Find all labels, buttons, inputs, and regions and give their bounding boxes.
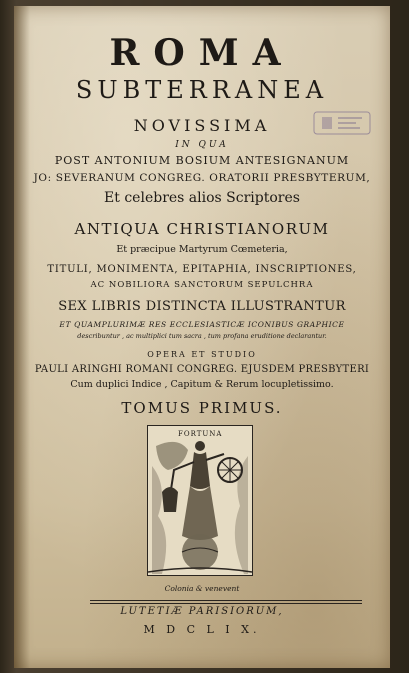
- subtitle-antiqua: ANTIQUA CHRISTIANORUM: [74, 220, 330, 238]
- title-page: [14, 6, 390, 668]
- fortuna-engraving-icon: [147, 425, 253, 576]
- title-roma: ROMA: [109, 32, 295, 74]
- subtitle-opera: OPERA ET STUDIO: [147, 350, 257, 359]
- subtitle-tituli: TITULI, MONIMENTA, EPITAPHIA, INSCRIPTIONES,: [47, 264, 357, 275]
- title-novissima: NOVISSIMA: [133, 116, 271, 135]
- subtitle-jo: JO: SEVERANUM CONGREG. ORATORII PRESBYTERUM,: [33, 172, 371, 184]
- index-line: Cum duplici Indice , Capitum & Rerum locupletissimo.: [70, 379, 334, 390]
- subtitle-describuntur: describuntur , ac multiplici tum sacra , tum profana eruditione declarantur.: [77, 332, 327, 340]
- imprint-year: M D C L I X.: [143, 623, 261, 636]
- subtitle-in-qua: IN QUA: [175, 140, 229, 150]
- engraving-label: FORTUNA: [178, 430, 223, 438]
- library-stamp-icon: [312, 108, 372, 138]
- imprint-colonia: Colonia & venevent: [164, 584, 240, 593]
- subtitle-post: POST ANTONIUM BOSIUM ANTESIGNANUM: [54, 154, 350, 167]
- engraving-illustration: [148, 426, 252, 575]
- author-line: PAULI ARINGHI ROMANI CONGREG. EJUSDEM PRESBYTERI: [34, 364, 370, 375]
- volume-label: TOMUS PRIMUS.: [121, 399, 283, 417]
- divider-rule: [90, 603, 362, 604]
- subtitle-quamplurimae: ET QUAMPLURIMÆ RES ECCLESIASTICÆ ICONIBUS GRAPHICE: [59, 320, 345, 329]
- subtitle-celebres: Et celebres alios Scriptores: [104, 190, 300, 206]
- subtitle-praecipue: Et præcipue Martyrum Cœmeteria,: [116, 244, 288, 255]
- title-subterranea: SUBTERRANEA: [75, 76, 329, 104]
- imprint-place: LUTETIÆ PARISIORUM,: [120, 606, 284, 617]
- subtitle-sex-libris: SEX LIBRIS DISTINCTA ILLUSTRANTUR: [58, 299, 346, 314]
- subtitle-ac-nobiliora: AC NOBILIORA SANCTORUM SEPULCHRA: [90, 280, 314, 290]
- divider-rule: [90, 600, 362, 601]
